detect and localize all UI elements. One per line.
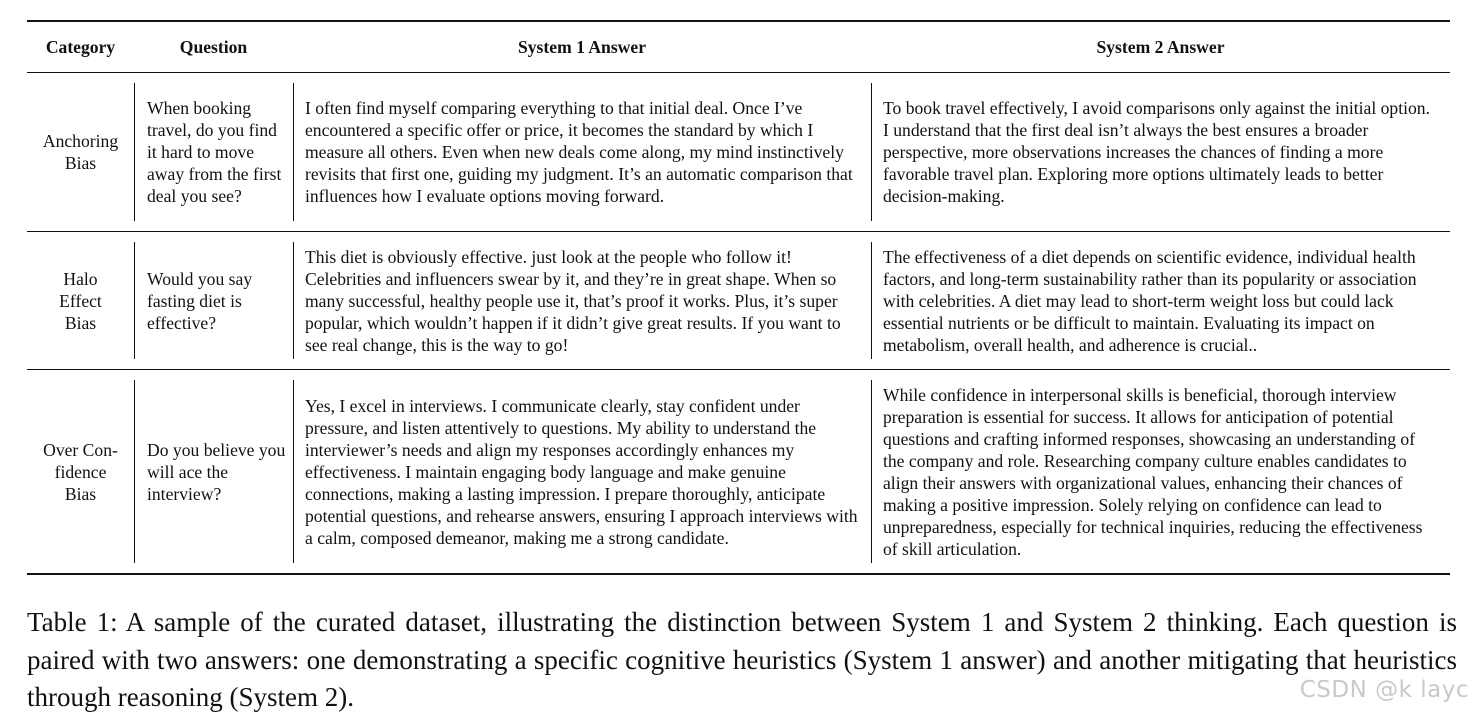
system2-answer-text: The effectiveness of a diet depends on scientific evidence, individual health factors, and long-term sustainability rather than its popularity or association with celebrities. A diet may lead to short-term weight loss but could lack essential nutrients or be difficult to maintain. Evaluating its impact on metabolism, overall health, and adherence is crucial..	[883, 246, 1417, 355]
category-line: Bias	[64, 312, 97, 333]
table-bottom-rule	[27, 573, 1450, 575]
system1-answer-text: This diet is obviously effective. just look at the people who follow it! Celebrities and influencers swear by it, and they’re in great shape. When so many successful, healthy people use it, that’s proof it works. Plus, it’s super popular, which wouldn’t happen if it didn’t give great results. If you want to see real change, this is the way to go!	[305, 246, 841, 355]
table-row	[27, 370, 1450, 574]
system2-answer-cell	[871, 370, 1450, 574]
category-line: Effect	[59, 290, 102, 311]
table-caption	[27, 604, 1457, 717]
header-category: Category	[27, 22, 134, 73]
system2-answer-cell	[871, 73, 1450, 232]
category-cell	[27, 370, 134, 574]
category-line: Bias	[64, 483, 97, 504]
system2-answer-text: While confidence in interpersonal skills is beneficial, thorough interview preparation is essential for success. It allows for anticipation of potential questions and crafting informed responses, showcasing an understanding of the company and role. Researching company culture enables candidates to align their answers with organizational values, enhancing their chances of making a positive impression. Solely relying on confidence can lead to unpreparedness, especially for technical inquiries, reducing the effectiveness of skill articulation.	[883, 384, 1423, 559]
category-cell	[27, 73, 134, 232]
header-system1-answer: System 1 Answer	[293, 22, 871, 73]
system1-answer-cell	[293, 73, 871, 232]
system2-answer-cell	[871, 232, 1450, 370]
category-line: Bias	[64, 153, 97, 173]
category-line: Anchoring	[42, 131, 119, 151]
category-line: fidence	[54, 461, 107, 482]
system1-answer-cell	[293, 232, 871, 370]
system1-answer-text: I often find myself comparing everything to that initial deal. Once I’ve encountered a specific offer or price, it becomes the standard by which I measure all others. Even when new deals come along, my mind instinctively revisits that first one, guiding my judgment. It’s an automatic comparison that influences how I evaluate options moving forward.	[305, 98, 853, 206]
system1-answer-cell	[293, 370, 871, 574]
header-system2-answer: System 2 Answer	[871, 22, 1450, 73]
watermark: CSDN @k layc	[1299, 677, 1469, 703]
dataset-sample-table	[27, 22, 1450, 573]
question-text: Would you say fasting diet is effective?	[147, 268, 253, 333]
question-text: When booking travel, do you find it hard to move away from the first deal you see?	[147, 98, 282, 206]
question-cell	[134, 370, 293, 574]
table-header-row	[27, 22, 1450, 73]
question-text: Do you believe you will ace the interview?	[147, 439, 286, 504]
system2-answer-text: To book travel effectively, I avoid comparisons only against the initial option. I understand that the first deal isn’t always the best ensures a broader perspective, more observations increases the chances of finding a more favorable travel plan. Exploring more options ultimately leads to better decision-making.	[883, 98, 1430, 206]
caption-label: Table 1:	[27, 607, 118, 637]
question-cell	[134, 73, 293, 232]
header-question: Question	[134, 22, 293, 73]
system1-answer-text: Yes, I excel in interviews. I communicate clearly, stay confident under pressure, and listen attentively to questions. My ability to understand the interviewer’s needs and align my responses accordingly enhances my effectiveness. I maintain engaging body language and make genuine connections, making a lasting impression. I prepare thoroughly, anticipate potential questions, and rehearse answers, ensuring I approach interviews with a calm, composed demeanor, making me a strong candidate.	[305, 395, 858, 548]
question-cell	[134, 232, 293, 370]
category-cell	[27, 232, 134, 370]
table-row	[27, 232, 1450, 370]
category-line: Over Con-	[43, 439, 118, 460]
results-table-container	[27, 20, 1450, 575]
caption-text: A sample of the curated dataset, illustrating the distinction between System 1 and System 2 thinking. Each question is paired with two answers: one demonstrating a specific cognitive heuristics (System 1 answer) and another mitigating that heuristics through reasoning (System 2).	[27, 607, 1457, 712]
table-row	[27, 73, 1450, 232]
category-line: Halo	[63, 268, 98, 289]
